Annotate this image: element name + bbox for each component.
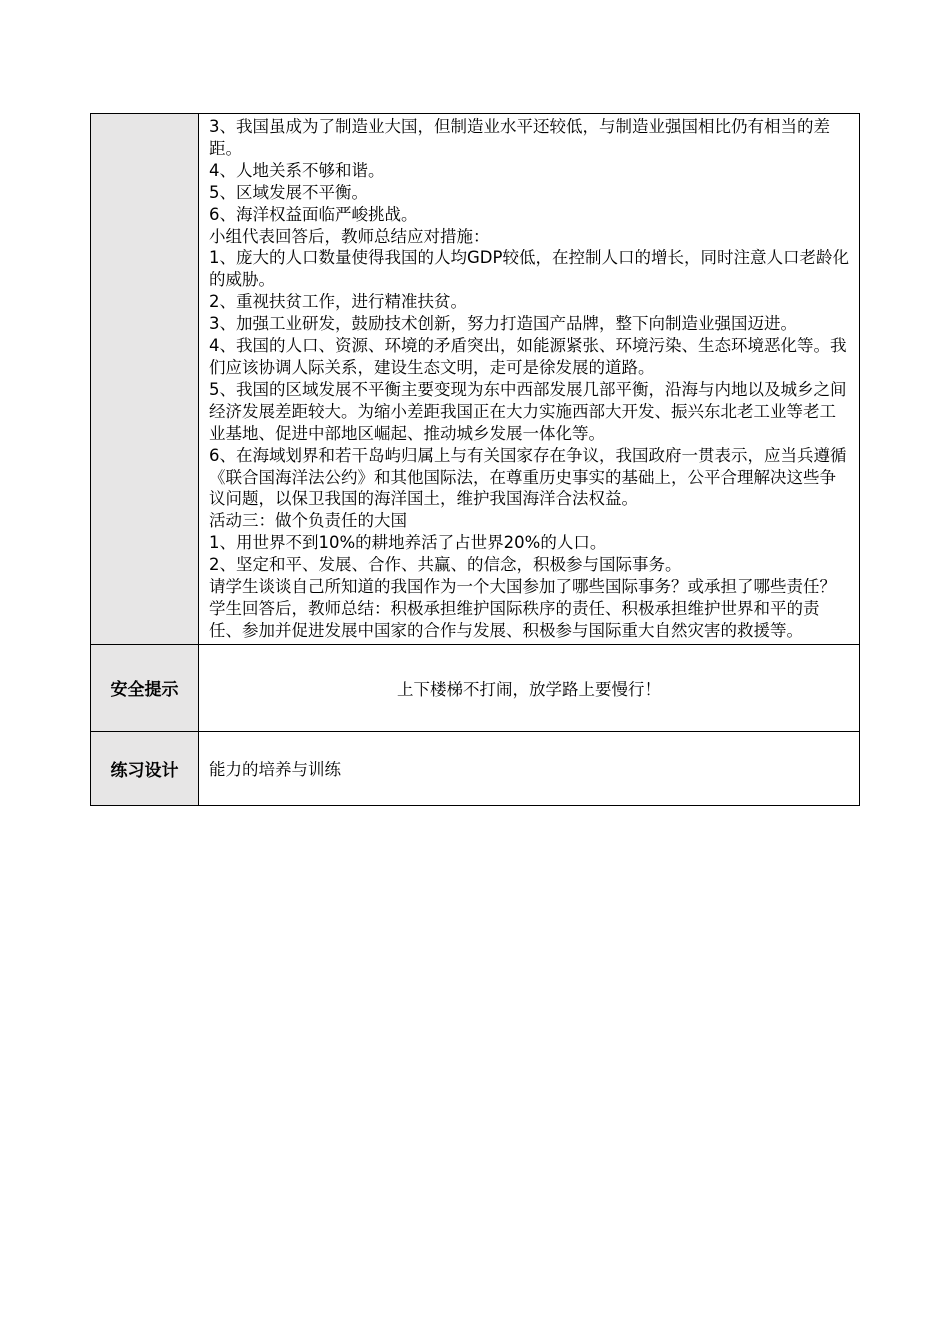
safety-row	[91, 644, 860, 731]
content-line: 2、坚定和平、发展、合作、共赢、的信念，积极参与国际事务。	[209, 555, 682, 575]
lesson-plan-table	[90, 113, 860, 806]
content-line: 4、人地关系不够和谐。	[209, 160, 385, 180]
content-line: 3、我国虽成为了制造业大国，但制造业水平还较低，与制造业强国相比仍有相当的差距。	[209, 117, 830, 158]
main-row-content-cell	[199, 114, 860, 645]
content-line: 6、在海域划界和若干岛屿归属上与有关国家存在争议，我国政府一贯表示，应当兵遵循《联合国海洋法公约》和其他国际法，在尊重历史事实的基础上，公平合理解决这些争议问题，以保卫我国的海洋国土，维护我国海洋合法权益。	[209, 445, 847, 509]
exercise-text: 能力的培养与训练	[199, 731, 860, 805]
safety-text: 上下楼梯不打闹，放学路上要慢行！	[199, 644, 860, 731]
content-line: 1、庞大的人口数量使得我国的人均GDP较低，在控制人口的增长，同时注意人口老龄化的威胁。	[209, 248, 849, 290]
content-line: 5、我国的区域发展不平衡主要变现为东中西部发展几部平衡，沿海与内地以及城乡之间经济发展差距较大。为缩小差距我国正在大力实施西部大开发、振兴东北老工业等老工业基地、促进中部地区崛起、推动城乡发展一体化等。	[209, 379, 847, 443]
exercise-label: 练习设计	[91, 731, 199, 805]
exercise-row	[91, 731, 860, 805]
content-line: 2、重视扶贫工作，进行精准扶贫。	[209, 292, 467, 312]
content-line: 小组代表回答后，教师总结应对措施：	[209, 226, 490, 246]
content-line: 5、区域发展不平衡。	[209, 182, 368, 202]
content-line: 请学生谈谈自己所知道的我国作为一个大国参加了哪些国际事务？或承担了哪些责任？	[209, 577, 836, 597]
content-line: 学生回答后，教师总结：积极承担维护国际秩序的责任、积极承担维护世界和平的责任、参加并促进发展中国家的合作与发展、积极参与国际重大自然灾害的救援等。	[209, 598, 820, 640]
main-row-label-cell	[91, 114, 199, 645]
safety-label: 安全提示	[91, 644, 199, 731]
activity-heading: 活动三：做个负责任的大国	[209, 511, 407, 531]
content-line: 6、海洋权益面临严峻挑战。	[209, 204, 418, 224]
main-content-row	[91, 114, 860, 645]
content-line: 3、加强工业研发，鼓励技术创新，努力打造国产品牌，整下向制造业强国迈进。	[209, 314, 797, 334]
content-line: 1、用世界不到10%的耕地养活了占世界20%的人口。	[209, 533, 607, 553]
content-line: 4、我国的人口、资源、环境的矛盾突出，如能源紧张、环境污染、生态环境恶化等。我们应该协调人际关系，建设生态文明，走可是徐发展的道路。	[209, 336, 847, 377]
main-content	[199, 114, 859, 644]
